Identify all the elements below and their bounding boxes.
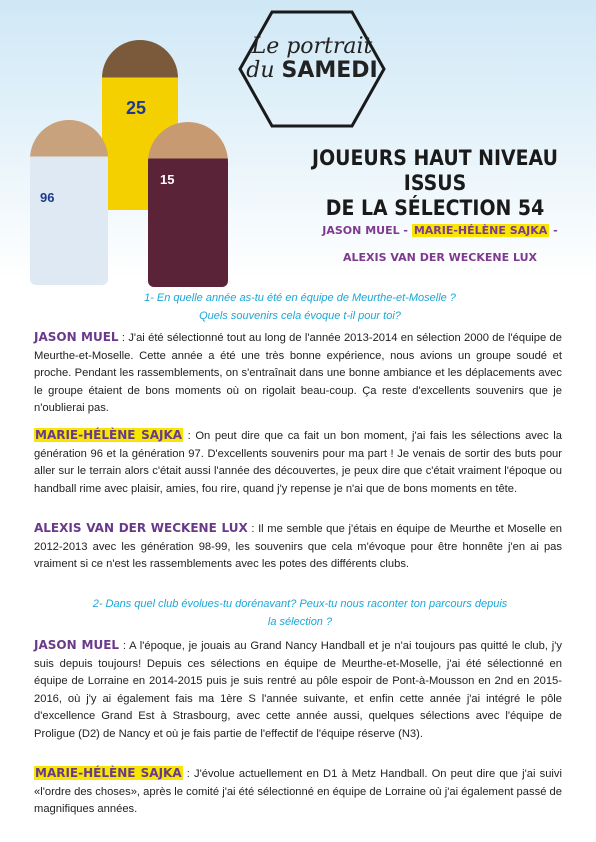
player-names-line1 [320, 224, 560, 237]
portrait-line1: Le portrait [251, 34, 373, 59]
answer-text: : J'évolue actuellement en D1 à Metz Handball. On peut dire que j'ai suivi «l'ordre des choses», après le comité j'ai été sélectionné en équipe de Lorraine où j'ai également passé de magnifiques années. [34, 768, 562, 815]
player-names-line2: ALEXIS VAN DER WECKENE LUX [343, 251, 537, 264]
answer-name: JASON MUEL [34, 638, 120, 652]
question-1 [40, 289, 560, 325]
answer-1-alexis [34, 521, 562, 574]
answer-name: MARIE-HÉLÈNE SAJKA [35, 428, 183, 442]
answer-1-jason [34, 330, 562, 418]
question-2-line1: 2- Dans quel club évolues-tu dorénavant? Peux-tu nous raconter ton parcours depuis [92, 598, 508, 610]
question-1-line1: 1- En quelle année as-tu été en équipe de Meurthe-et-Moselle ? [144, 292, 456, 304]
players-photo [30, 40, 230, 280]
title-line2: DE LA SÉLECTION 54 [325, 196, 545, 220]
portrait-line2: du [246, 58, 275, 83]
answer-text: : J'ai été sélectionné tout au long de l'année 2013-2014 en sélection 2000 de l'équipe de Meurthe-et-Moselle. Cette année a été une très bonne expérience, nous avions un groupe soudé et proche. Pendant les rassemblements, on s'entraînait dans une bonne ambiance et les déplacements avec le groupe étaient de bons moments où on rigolait beau-coup. Ça reste d'excellents souvenirs que je n'oublierai pas. [34, 332, 562, 414]
name-mhs: MARIE-HÉLÈNE SAJKA [413, 224, 548, 237]
player-photo-left [30, 120, 108, 285]
title-line1: JOUEURS HAUT NIVEAU ISSUS [312, 146, 558, 195]
question-2 [40, 595, 560, 631]
answer-name: ALEXIS VAN DER WECKENE LUX [34, 521, 248, 535]
answer-name: MARIE-HÉLÈNE SAJKA [35, 766, 182, 780]
player-photo-right [148, 122, 228, 287]
answer-text: : Il me semble que j'étais en équipe de Meurthe et Moselle en 2012-2013 avec les génération 98-99, les souvenirs que cela m'évoque pour être honnête j'en ai pas vraiment si ce n'est les rassemblements avec les potes des différents clubs. [34, 523, 563, 570]
answer-text: : On peut dire que ca fait un bon moment, j'ai fais les sélections avec la génération 96 et la génération 97. D'excellents souvenirs pour ma part ! Je venais de sortir des buts pour aller sur le terrain alors c'était aussi l'année des découvertes, je peux dire que c'était vraiment l'époque ou handball rime avec plaisir, amies, fou rire, quand j'y repense je n'ai que de bons moments en tête. [34, 430, 563, 495]
answer-2-jason [34, 638, 562, 743]
answer-text: : A l'époque, je jouais au Grand Nancy Handball et je n'ai toujours pas quitté le club, j'y suis depuis toujours! Depuis ces sélections en équipe de Meurthe-et-Moselle, j'ai été sélectionné en équipe de Lorraine en 2014-2015 puis je suis rentré au pôle espoir de Pont-à-Mousson en 2nd en 2015-2016, où j'y ai également fais ma 1ère S l'année suivante, et enfin cette année j'ai intégré le pôle d'excellence Grand Est à Strasbourg, avec cette année aussi, quelques sélections avec l'équipe de Proligue (D2) de Nancy et où je fais partie de l'effectif de l'équipe réserve (N3). [34, 640, 562, 740]
page-title [305, 146, 566, 221]
answer-1-mhs [34, 428, 562, 498]
question-1-line2: Quels souvenirs cela évoque t-il pour toi? [199, 310, 401, 322]
name-sep: - [549, 224, 558, 237]
answer-name: JASON MUEL [34, 330, 119, 344]
question-2-line2: la sélection ? [267, 616, 333, 628]
portrait-title [238, 36, 386, 83]
portrait-line3: SAMEDI [281, 58, 378, 83]
name-jason: JASON MUEL - [322, 224, 412, 237]
answer-2-mhs [34, 766, 562, 819]
